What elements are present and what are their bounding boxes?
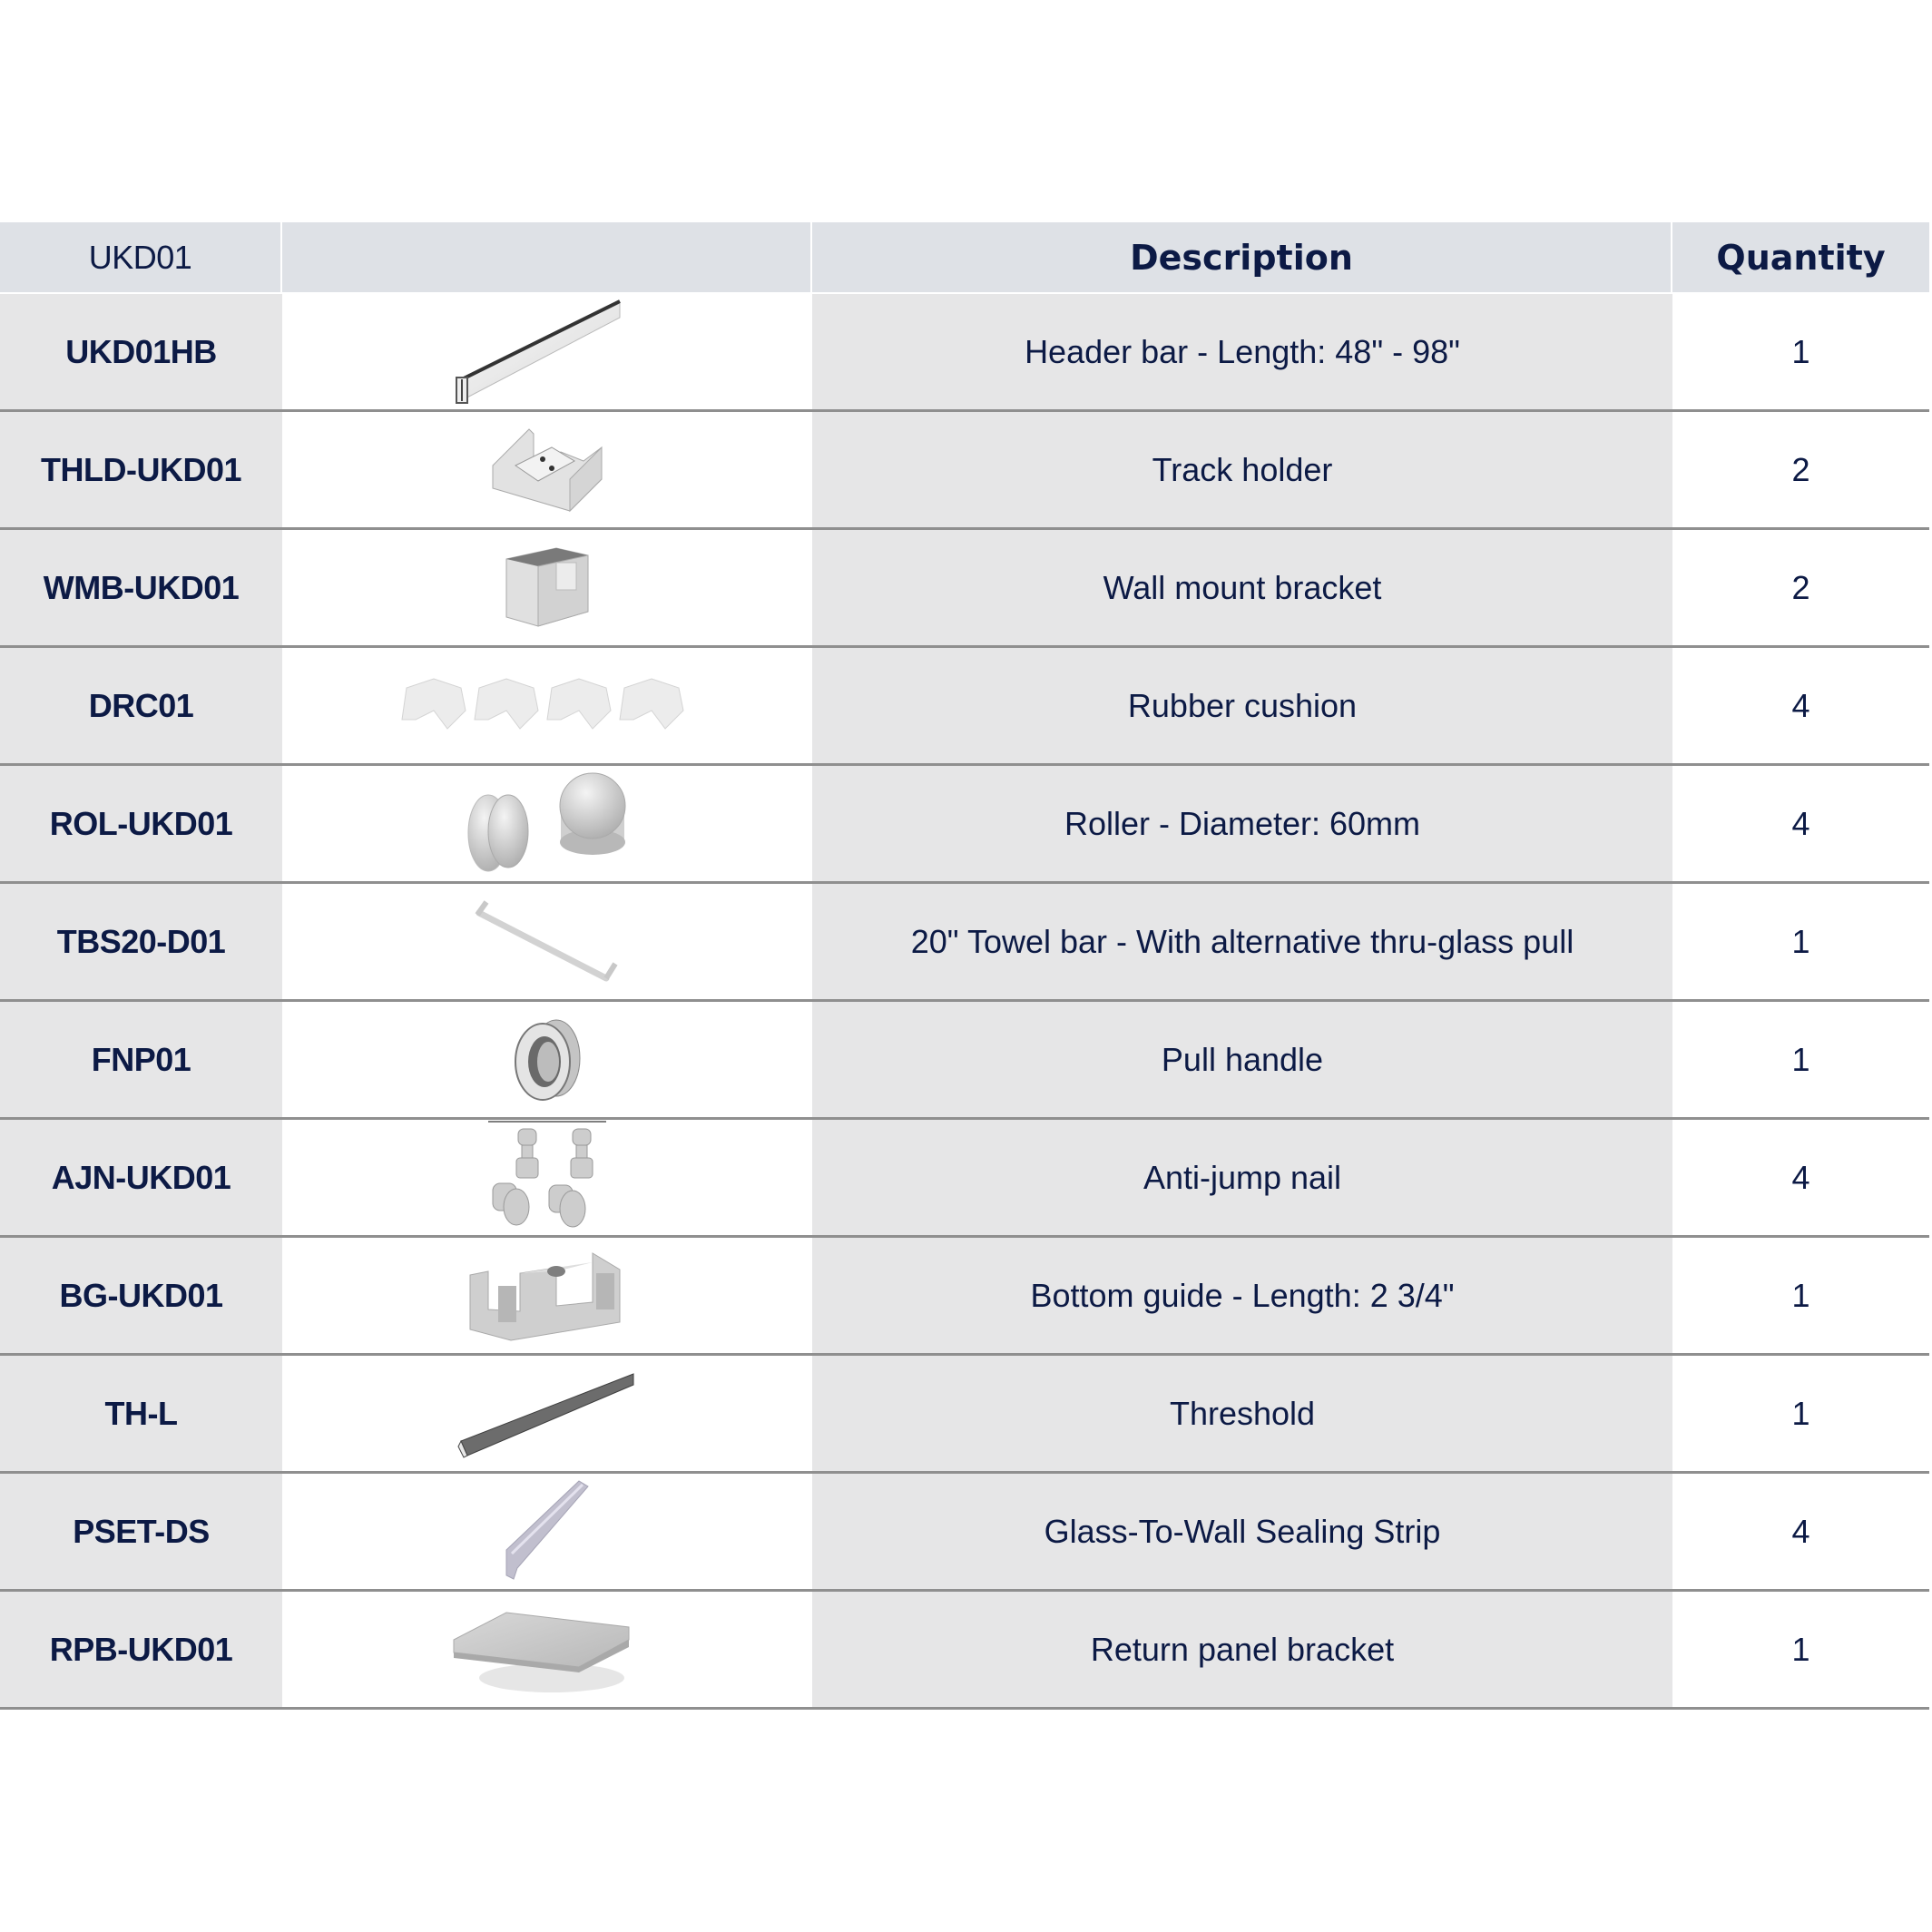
part-quantity: 4 [1672, 648, 1929, 763]
track-holder-icon [488, 425, 606, 515]
part-image [282, 530, 812, 645]
rubber-cushion-icon [397, 670, 697, 742]
part-quantity: 4 [1672, 766, 1929, 881]
wall-mount-bracket-icon [502, 543, 593, 633]
parts-table [0, 222, 1929, 1710]
part-quantity: 2 [1672, 412, 1929, 527]
return-panel-bracket-icon [452, 1600, 642, 1700]
table-row [0, 884, 1929, 1002]
threshold-icon [456, 1368, 638, 1459]
part-description: Return panel bracket [812, 1592, 1672, 1707]
part-description: Header bar - Length: 48" - 98" [812, 294, 1672, 409]
part-image [282, 648, 812, 763]
table-header-row [0, 222, 1929, 294]
part-image [282, 1474, 812, 1589]
pull-handle-icon [506, 1015, 588, 1105]
header-code: UKD01 [0, 222, 282, 292]
sealing-strip-icon [497, 1477, 597, 1586]
part-description: Wall mount bracket [812, 530, 1672, 645]
part-image [282, 1238, 812, 1353]
towel-bar-icon [470, 897, 624, 987]
table-row [0, 412, 1929, 530]
bottom-guide-icon [466, 1246, 629, 1346]
part-code: TBS20-D01 [0, 884, 282, 999]
table-row [0, 1474, 1929, 1592]
part-code: AJN-UKD01 [0, 1120, 282, 1235]
header-bar-icon [447, 298, 647, 407]
part-description: 20" Towel bar - With alternative thru-glass pull [812, 884, 1672, 999]
part-code: PSET-DS [0, 1474, 282, 1589]
part-description: Glass-To-Wall Sealing Strip [812, 1474, 1672, 1589]
header-image [282, 222, 812, 292]
table-row [0, 294, 1929, 412]
part-description: Anti-jump nail [812, 1120, 1672, 1235]
part-code: ROL-UKD01 [0, 766, 282, 881]
part-code: TH-L [0, 1356, 282, 1471]
part-image [282, 1356, 812, 1471]
part-description: Bottom guide - Length: 2 3/4" [812, 1238, 1672, 1353]
anti-jump-nail-icon [484, 1120, 611, 1236]
part-code: FNP01 [0, 1002, 282, 1117]
part-description: Pull handle [812, 1002, 1672, 1117]
part-quantity: 1 [1672, 884, 1929, 999]
part-quantity: 4 [1672, 1120, 1929, 1235]
part-code: RPB-UKD01 [0, 1592, 282, 1707]
part-quantity: 1 [1672, 1238, 1929, 1353]
part-quantity: 1 [1672, 1356, 1929, 1471]
part-code: BG-UKD01 [0, 1238, 282, 1353]
part-quantity: 2 [1672, 530, 1929, 645]
part-code: UKD01HB [0, 294, 282, 409]
part-quantity: 1 [1672, 1002, 1929, 1117]
roller-icon [461, 770, 633, 878]
part-quantity: 1 [1672, 1592, 1929, 1707]
part-description: Track holder [812, 412, 1672, 527]
part-image [282, 1002, 812, 1117]
part-image [282, 1592, 812, 1707]
table-row [0, 648, 1929, 766]
table-row [0, 1120, 1929, 1238]
part-code: DRC01 [0, 648, 282, 763]
part-description: Rubber cushion [812, 648, 1672, 763]
part-code: WMB-UKD01 [0, 530, 282, 645]
part-description: Threshold [812, 1356, 1672, 1471]
part-image [282, 766, 812, 881]
header-description: Description [812, 222, 1672, 292]
table-row [0, 530, 1929, 648]
part-description: Roller - Diameter: 60mm [812, 766, 1672, 881]
part-quantity: 1 [1672, 294, 1929, 409]
part-image [282, 1120, 812, 1235]
table-row [0, 766, 1929, 884]
table-row [0, 1592, 1929, 1710]
table-row [0, 1238, 1929, 1356]
part-code: THLD-UKD01 [0, 412, 282, 527]
part-quantity: 4 [1672, 1474, 1929, 1589]
table-row [0, 1356, 1929, 1474]
part-image [282, 884, 812, 999]
part-image [282, 294, 812, 409]
header-quantity: Quantity [1672, 222, 1929, 292]
part-image [282, 412, 812, 527]
table-row [0, 1002, 1929, 1120]
